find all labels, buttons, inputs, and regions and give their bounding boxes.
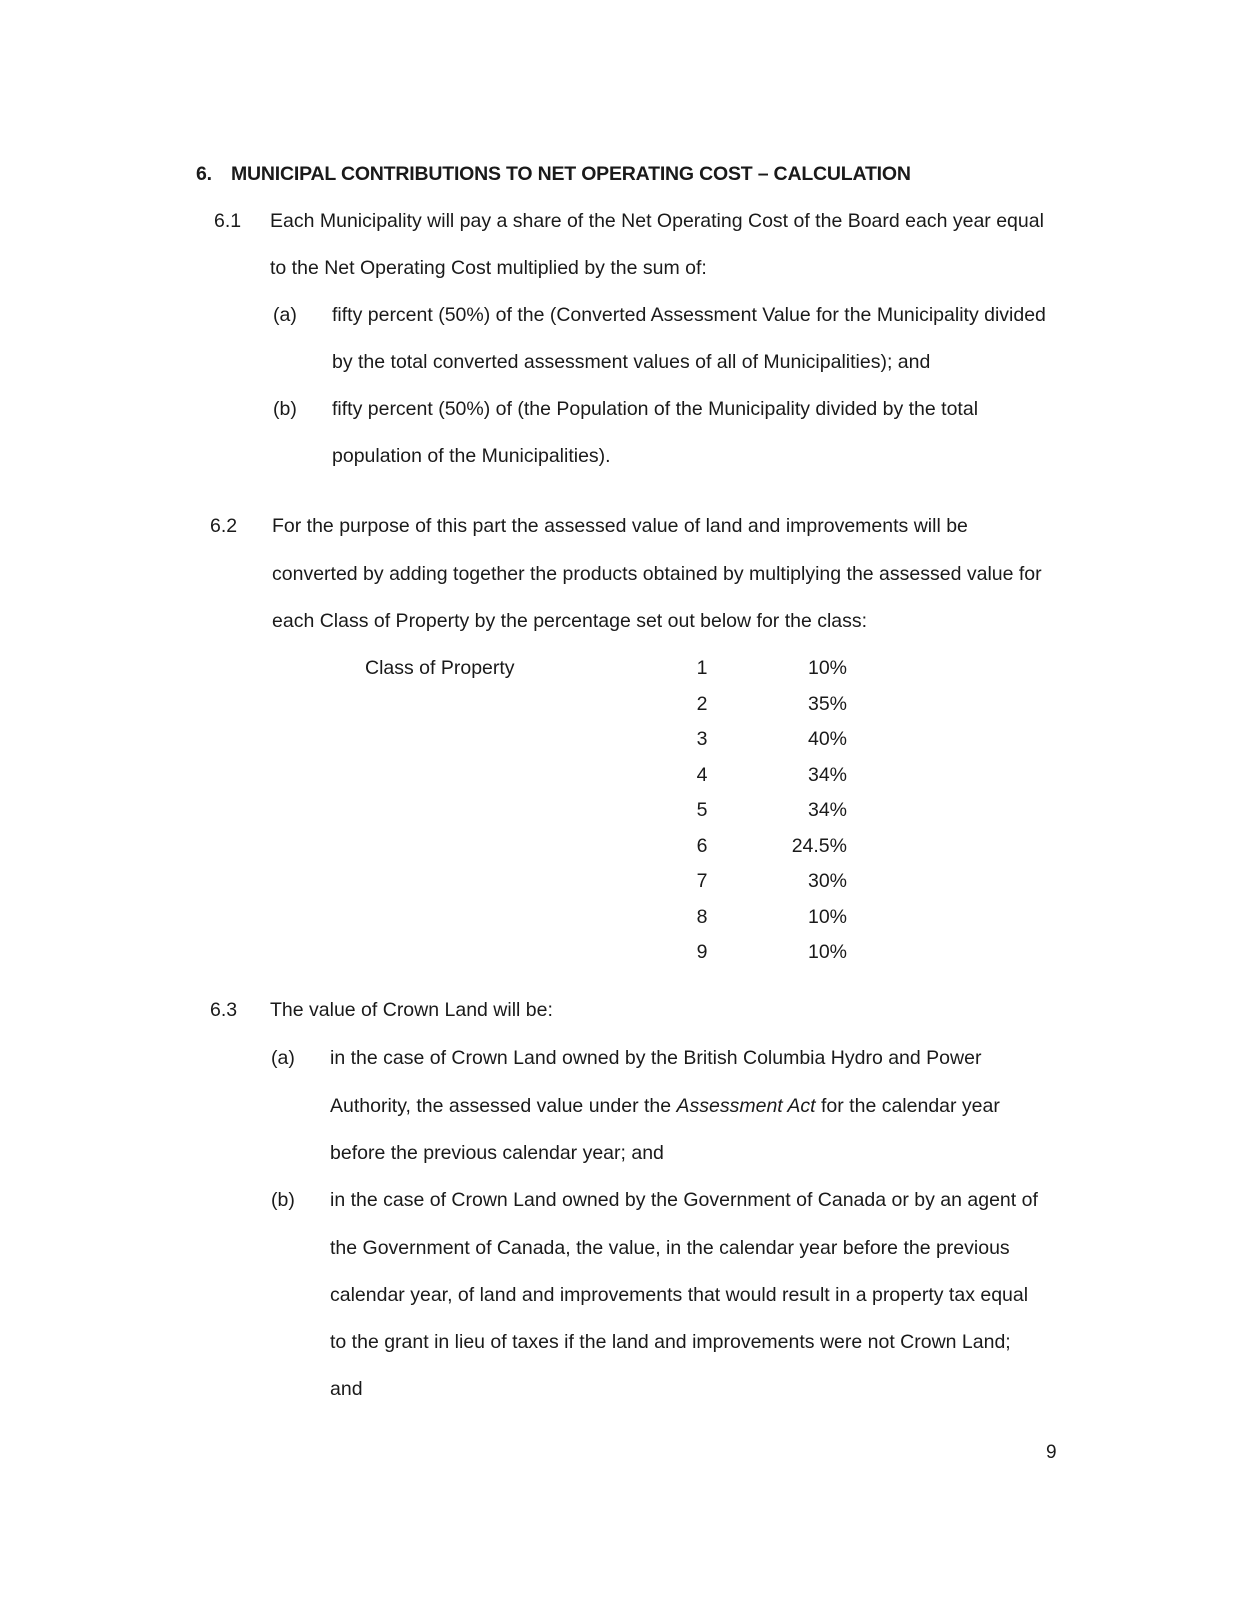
clause-6-1-a-line-1: fifty percent (50%) of the (Converted Assessment Value for the Municipality divided xyxy=(332,304,1046,326)
clause-6-1-b-line-2: population of the Municipalities). xyxy=(332,445,611,467)
clause-6-1-line-2: to the Net Operating Cost multiplied by the sum of: xyxy=(270,257,707,279)
table-row-class: 5 xyxy=(696,799,708,821)
class-of-property-label: Class of Property xyxy=(365,657,515,679)
clause-6-3-a-line-2 xyxy=(330,1095,1000,1118)
clause-6-1-line-1: Each Municipality will pay a share of the Net Operating Cost of the Board each year equal xyxy=(270,210,1044,232)
clause-6-3-b-label: (b) xyxy=(271,1189,295,1211)
clause-6-1-a-label: (a) xyxy=(273,304,297,326)
page-number: 9 xyxy=(1046,1442,1057,1463)
table-row-class: 9 xyxy=(696,941,708,963)
clause-6-3-b-line-1: in the case of Crown Land owned by the Government of Canada or by an agent of xyxy=(330,1189,1038,1211)
table-row-class: 4 xyxy=(696,764,708,786)
clause-6-2-number: 6.2 xyxy=(210,515,238,537)
table-row-class: 1 xyxy=(696,657,708,679)
table-row-percent: 40% xyxy=(807,728,847,750)
table-row-percent: 30% xyxy=(807,870,847,892)
table-row-percent: 24.5% xyxy=(791,835,847,857)
section-number: 6. xyxy=(196,163,212,185)
clause-6-1-b-line-1: fifty percent (50%) of (the Population of the Municipality divided by the total xyxy=(332,398,979,420)
clause-6-3-a-line-1: in the case of Crown Land owned by the British Columbia Hydro and Power xyxy=(330,1047,982,1069)
clause-6-1-a-line-2: by the total converted assessment values of all of Municipalities); and xyxy=(332,351,931,373)
table-row-percent: 35% xyxy=(807,693,847,715)
table-row-class: 7 xyxy=(696,870,708,892)
table-row-percent: 10% xyxy=(807,906,847,928)
table-row-class: 3 xyxy=(696,728,708,750)
table-row-percent: 34% xyxy=(807,799,847,821)
clause-6-3-b-line-5: and xyxy=(330,1378,363,1400)
table-row-class: 8 xyxy=(696,906,708,928)
clause-6-2-line-2: converted by adding together the products obtained by multiplying the assessed value for xyxy=(272,563,1042,585)
table-row-class: 6 xyxy=(696,835,708,857)
table-row-percent: 34% xyxy=(807,764,847,786)
clause-6-3-a-label: (a) xyxy=(271,1047,295,1069)
table-row-percent: 10% xyxy=(807,941,847,963)
clause-6-3-intro: The value of Crown Land will be: xyxy=(270,999,553,1021)
clause-6-3-b-line-3: calendar year, of land and improvements that would result in a property tax equal xyxy=(330,1284,1029,1306)
table-row-class: 2 xyxy=(696,693,708,715)
table-row-percent: 10% xyxy=(807,657,847,679)
clause-6-1-b-label: (b) xyxy=(273,398,297,420)
clause-6-3-b-line-2: the Government of Canada, the value, in the calendar year before the previous xyxy=(330,1237,1010,1259)
clause-6-2-line-3: each Class of Property by the percentage set out below for the class: xyxy=(272,610,868,632)
clause-6-1-number: 6.1 xyxy=(214,210,242,232)
clause-6-3-a-line-3: before the previous calendar year; and xyxy=(330,1142,664,1164)
clause-6-3-a-line-2-text: Authority, the assessed value under the xyxy=(330,1095,677,1117)
section-title: MUNICIPAL CONTRIBUTIONS TO NET OPERATING COST – CALCULATION xyxy=(231,163,911,185)
clause-6-3-b-line-4: to the grant in lieu of taxes if the land and improvements were not Crown Land; xyxy=(330,1331,1011,1353)
clause-6-2-line-1: For the purpose of this part the assessed value of land and improvements will be xyxy=(272,515,968,537)
clause-6-3-a-line-2-tail: for the calendar year xyxy=(815,1095,1000,1117)
assessment-act-title: Assessment Act xyxy=(676,1095,816,1117)
clause-6-3-number: 6.3 xyxy=(210,999,238,1021)
